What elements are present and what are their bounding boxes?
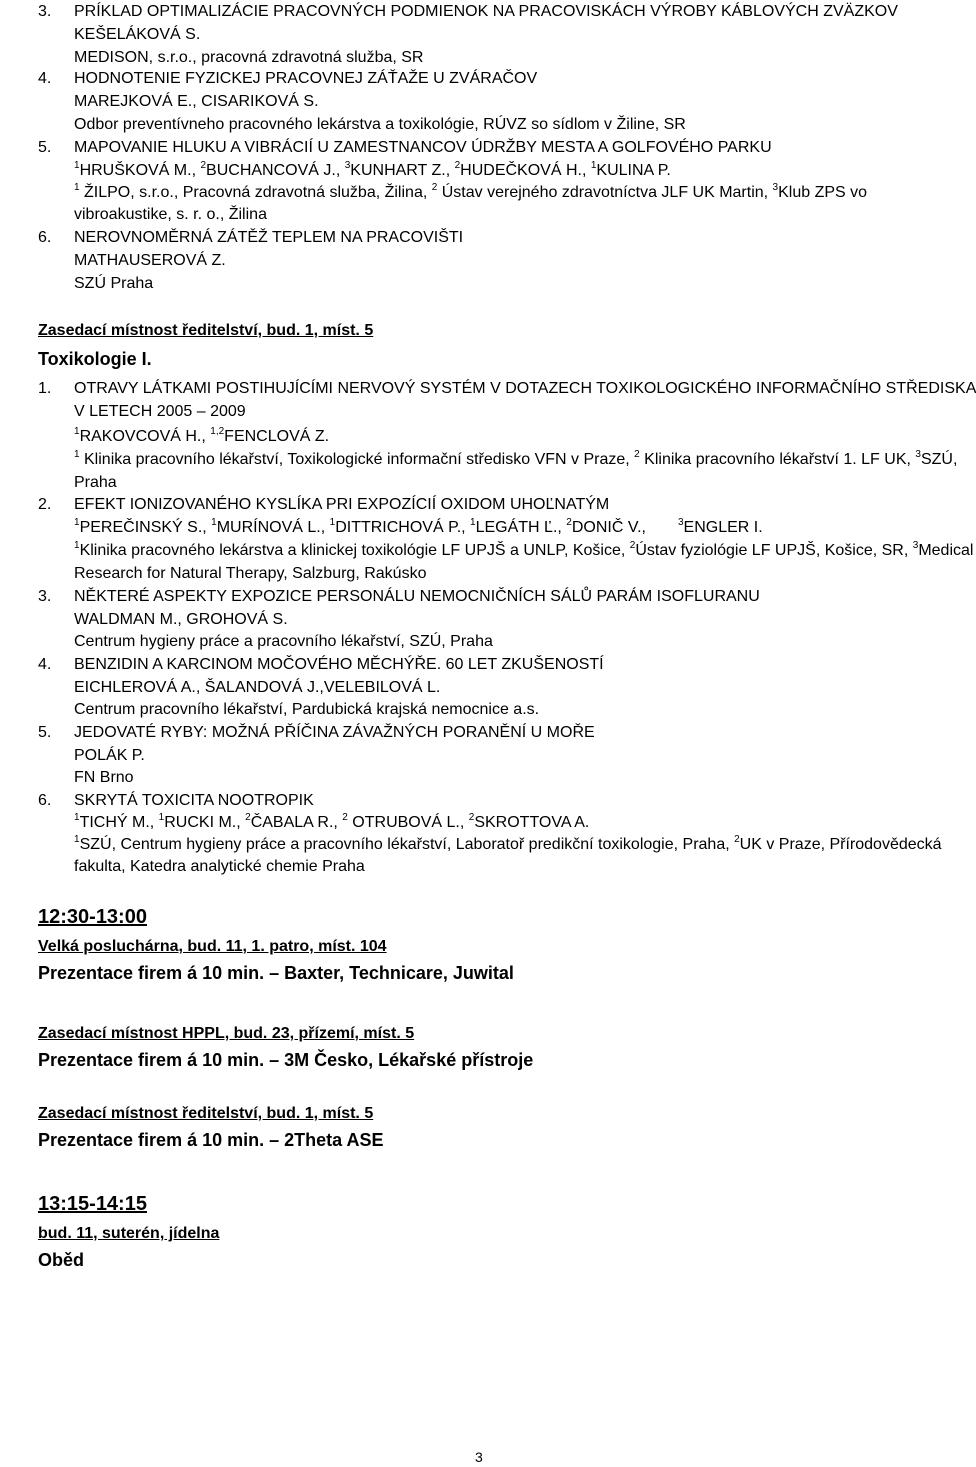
item-title: EFEKT IONIZOVANÉHO KYSLÍKA PRI EXPOZÍCIÍ OXIDOM UHOĽNATÝM [74, 496, 610, 513]
item-affiliation: FN Brno [74, 769, 134, 786]
item-number: 2. [38, 496, 52, 513]
item-title: MAPOVANIE HLUKU A VIBRÁCIÍ U ZAMESTNANCOV ÚDRŽBY MESTA A GOLFOVÉHO PARKU [74, 139, 772, 156]
time-slot: 12:30-13:00 [38, 906, 147, 928]
time-slot: 13:15-14:15 [38, 1193, 147, 1215]
item-title: V LETECH 2005 – 2009 [74, 403, 246, 420]
item-affiliation: Centrum pracovního lékařství, Pardubická krajská nemocnice a.s. [74, 701, 540, 718]
session-room: Zasedací místnost ředitelství, bud. 1, míst. 5 [38, 322, 374, 339]
item-title: NĚKTERÉ ASPEKTY EXPOZICE PERSONÁLU NEMOCNIČNÍCH SÁLŮ PARÁM ISOFLURANU [74, 588, 760, 605]
item-affiliation: $^1$ Klinika pracovního lékařství, Toxikologické informační středisko VFN v Praze, $^2$ Klinika pracovního lékařství 1. LF UK, $^3$SZÚ, [74, 448, 958, 468]
item-authors: $^1$PEREČINSKÝ S., $^1$MURÍNOVÁ L., $^1$DITTRICHOVÁ P., $^1$LEGÁTH Ľ., $^2$DONIČ V., $^3$ENGLER I. [74, 516, 763, 536]
item-number: 3. [38, 588, 52, 605]
item-number: 1. [38, 380, 52, 397]
item-title: OTRAVY LÁTKAMI POSTIHUJÍCÍMI NERVOVÝ SYSTÉM V DOTAZECH TOXIKOLOGICKÉHO INFORMAČNÍHO STŘEDISKA [74, 380, 976, 397]
item-number: 5. [38, 139, 52, 156]
item-affiliation: $^1$SZÚ, Centrum hygieny práce a pracovního lékařství, Laboratoř predikční toxikologie, Praha, $^2$UK v Praze, Přírodovědecká [74, 833, 942, 853]
item-affiliation: $^1$ ŽILPO, s.r.o., Pracovná zdravotná služba, Žilina, $^2$ Ústav verejného zdravotníctva JLF UK Martin, $^3$Klub ZPS vo [74, 181, 868, 201]
item-affiliation: SZÚ Praha [74, 275, 154, 292]
item-affiliation: $^1$Klinika pracovného lekárstva a klinickej toxikológie LF UPJŠ a UNLP, Košice, $^2$Ústav fyziológie LF UPJŠ, Košice, SR, $^3$Medical [74, 539, 974, 559]
item-title: PRÍKLAD OPTIMALIZÁCIE PRACOVNÝCH PODMIENOK NA PRACOVISKÁCH VÝROBY KÁBLOVÝCH ZVÄZKOV [74, 3, 898, 20]
item-number: 6. [38, 792, 52, 809]
item-title: SKRYTÁ TOXICITA NOOTROPIK [74, 792, 314, 809]
item-affiliation: fakulta, Katedra analytické chemie Praha [74, 858, 365, 875]
item-authors: EICHLEROVÁ A., ŠALANDOVÁ J.,VELEBILOVÁ L. [74, 679, 441, 696]
session-room: Velká posluchárna, bud. 11, 1. patro, míst. 104 [38, 938, 387, 955]
item-affiliation: vibroakustike, s. r. o., Žilina [74, 206, 267, 223]
presentation-line: Prezentace firem á 10 min. – 3M Česko, Lékařské přístroje [38, 1050, 534, 1070]
item-affiliation: MEDISON, s.r.o., pracovná zdravotná služba, SR [74, 49, 424, 66]
item-title: BENZIDIN A KARCINOM MOČOVÉHO MĚCHÝŘE. 60 LET ZKUŠENOSTÍ [74, 656, 604, 673]
item-affiliation: Praha [74, 474, 117, 491]
session-title: Oběd [38, 1250, 85, 1270]
item-number: 6. [38, 229, 52, 246]
item-authors: WALDMAN M., GROHOVÁ S. [74, 611, 288, 628]
item-number: 4. [38, 70, 52, 87]
page-number: 3 [475, 1449, 483, 1465]
item-authors: KEŠELÁKOVÁ S. [74, 26, 201, 43]
item-title: JEDOVATÉ RYBY: MOŽNÁ PŘÍČINA ZÁVAŽNÝCH PORANĚNÍ U MOŘE [74, 724, 595, 741]
item-authors: POLÁK P. [74, 747, 145, 764]
item-number: 5. [38, 724, 52, 741]
session-room: bud. 11, suterén, jídelna [38, 1225, 220, 1242]
item-authors: $^1$TICHÝ M., $^1$RUCKI M., $^2$ČABALA R., $^2$ OTRUBOVÁ L., $^2$SKROTTOVA A. [74, 811, 590, 831]
item-affiliation: Odbor preventívneho pracovného lekárstva a toxikológie, RÚVZ so sídlom v Žiline, SR [74, 116, 686, 133]
item-number: 4. [38, 656, 52, 673]
item-authors: MATHAUSEROVÁ Z. [74, 252, 226, 269]
presentation-line: Prezentace firem á 10 min. – 2Theta ASE [38, 1130, 384, 1150]
item-title: HODNOTENIE FYZICKEJ PRACOVNEJ ZÁŤAŽE U ZVÁRAČOV [74, 70, 538, 87]
item-authors: $^1$HRUŠKOVÁ M., $^2$BUCHANCOVÁ J., $^3$KUNHART Z., $^2$HUDEČKOVÁ H., $^1$KULINA P. [74, 159, 671, 179]
session-room: Zasedací místnost HPPL, bud. 23, přízemí, míst. 5 [38, 1025, 415, 1042]
session-room: Zasedací místnost ředitelství, bud. 1, míst. 5 [38, 1105, 374, 1122]
item-authors: MAREJKOVÁ E., CISARIKOVÁ S. [74, 93, 319, 110]
session-title: Toxikologie I. [38, 349, 152, 369]
item-affiliation: Centrum hygieny práce a pracovního lékařství, SZÚ, Praha [74, 633, 493, 650]
item-affiliation: Research for Natural Therapy, Salzburg, Rakúsko [74, 565, 427, 582]
item-authors: $^1$RAKOVCOVÁ H., $^{1,2}$FENCLOVÁ Z. [74, 425, 330, 445]
item-title: NEROVNOMĚRNÁ ZÁTĚŽ TEPLEM NA PRACOVIŠTI [74, 229, 464, 246]
item-number: 3. [38, 3, 52, 20]
presentation-line: Prezentace firem á 10 min. – Baxter, Technicare, Juwital [38, 963, 514, 983]
